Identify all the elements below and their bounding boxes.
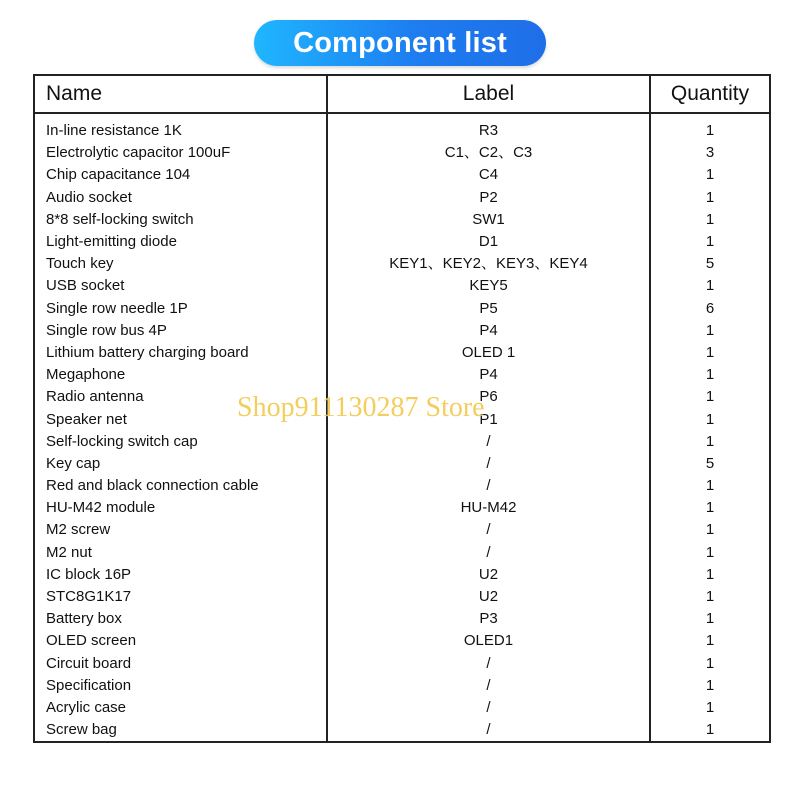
table-row xyxy=(34,475,770,497)
cell-quantity: 1 xyxy=(650,408,770,430)
table-row xyxy=(34,164,770,186)
table-row xyxy=(34,497,770,519)
page-title-banner xyxy=(254,20,546,66)
cell-quantity: 1 xyxy=(650,231,770,253)
table-header-row xyxy=(34,75,770,113)
cell-quantity: 1 xyxy=(650,364,770,386)
cell-quantity: 1 xyxy=(650,697,770,719)
cell-name: Electrolytic capacitor 100uF xyxy=(34,142,327,164)
cell-name: Single row bus 4P xyxy=(34,320,327,342)
cell-quantity: 1 xyxy=(650,653,770,675)
cell-name: Acrylic case xyxy=(34,697,327,719)
cell-quantity: 1 xyxy=(650,320,770,342)
cell-name: Red and black connection cable xyxy=(34,475,327,497)
table-row xyxy=(34,608,770,630)
cell-label: / xyxy=(327,719,650,742)
table-row xyxy=(34,675,770,697)
cell-label: / xyxy=(327,675,650,697)
table-row xyxy=(34,586,770,608)
cell-name: Speaker net xyxy=(34,408,327,430)
cell-name: Lithium battery charging board xyxy=(34,342,327,364)
cell-name: In-line resistance 1K xyxy=(34,113,327,142)
cell-label: / xyxy=(327,697,650,719)
column-header-name: Name xyxy=(34,75,327,113)
cell-quantity: 1 xyxy=(650,342,770,364)
cell-label: / xyxy=(327,453,650,475)
cell-name: Self-locking switch cap xyxy=(34,431,327,453)
table-row xyxy=(34,564,770,586)
cell-name: Light-emitting diode xyxy=(34,231,327,253)
cell-label: P2 xyxy=(327,187,650,209)
table-row xyxy=(34,519,770,541)
cell-quantity: 1 xyxy=(650,497,770,519)
table-row xyxy=(34,320,770,342)
cell-quantity: 1 xyxy=(650,113,770,142)
cell-name: Audio socket xyxy=(34,187,327,209)
cell-quantity: 3 xyxy=(650,142,770,164)
cell-quantity: 1 xyxy=(650,164,770,186)
cell-label: P4 xyxy=(327,364,650,386)
cell-quantity: 1 xyxy=(650,275,770,297)
cell-label: KEY1、KEY2、KEY3、KEY4 xyxy=(327,253,650,275)
page-title: Component list xyxy=(293,26,507,59)
cell-label: / xyxy=(327,542,650,564)
cell-quantity: 1 xyxy=(650,519,770,541)
cell-quantity: 1 xyxy=(650,586,770,608)
cell-label: P1 xyxy=(327,408,650,430)
column-header-label: Label xyxy=(327,75,650,113)
cell-label: / xyxy=(327,475,650,497)
table-body xyxy=(34,113,770,742)
cell-label: OLED 1 xyxy=(327,342,650,364)
cell-name: Screw bag xyxy=(34,719,327,742)
cell-name: IC block 16P xyxy=(34,564,327,586)
cell-quantity: 1 xyxy=(650,630,770,652)
cell-quantity: 5 xyxy=(650,453,770,475)
cell-name: USB socket xyxy=(34,275,327,297)
table-row xyxy=(34,342,770,364)
cell-label: / xyxy=(327,431,650,453)
table-row xyxy=(34,653,770,675)
table-row xyxy=(34,142,770,164)
table-row xyxy=(34,113,770,142)
cell-name: Touch key xyxy=(34,253,327,275)
cell-label: SW1 xyxy=(327,209,650,231)
cell-quantity: 1 xyxy=(650,386,770,408)
table-row xyxy=(34,231,770,253)
cell-name: M2 screw xyxy=(34,519,327,541)
table-row xyxy=(34,187,770,209)
cell-label: / xyxy=(327,519,650,541)
table-row xyxy=(34,542,770,564)
cell-name: Radio antenna xyxy=(34,386,327,408)
store-watermark: Shop911130287 Store xyxy=(237,392,485,423)
table-row xyxy=(34,364,770,386)
table-row xyxy=(34,298,770,320)
cell-label: P4 xyxy=(327,320,650,342)
table-row xyxy=(34,275,770,297)
cell-name: Circuit board xyxy=(34,653,327,675)
table-row xyxy=(34,253,770,275)
table-row xyxy=(34,697,770,719)
cell-quantity: 1 xyxy=(650,209,770,231)
cell-label: P5 xyxy=(327,298,650,320)
cell-label: U2 xyxy=(327,564,650,586)
cell-label: U2 xyxy=(327,586,650,608)
cell-quantity: 1 xyxy=(650,187,770,209)
cell-name: Specification xyxy=(34,675,327,697)
table-row xyxy=(34,719,770,742)
cell-quantity: 1 xyxy=(650,475,770,497)
cell-quantity: 1 xyxy=(650,564,770,586)
cell-label: / xyxy=(327,653,650,675)
cell-name: Megaphone xyxy=(34,364,327,386)
table-row xyxy=(34,408,770,430)
cell-label: D1 xyxy=(327,231,650,253)
cell-name: Chip capacitance 104 xyxy=(34,164,327,186)
cell-quantity: 5 xyxy=(650,253,770,275)
cell-name: HU-M42 module xyxy=(34,497,327,519)
table-row xyxy=(34,630,770,652)
cell-label: C1、C2、C3 xyxy=(327,142,650,164)
cell-quantity: 1 xyxy=(650,608,770,630)
cell-label: OLED1 xyxy=(327,630,650,652)
cell-quantity: 1 xyxy=(650,431,770,453)
cell-label: P3 xyxy=(327,608,650,630)
component-table xyxy=(33,74,771,743)
table-row xyxy=(34,209,770,231)
cell-name: Single row needle 1P xyxy=(34,298,327,320)
table-row xyxy=(34,453,770,475)
column-header-quantity: Quantity xyxy=(650,75,770,113)
cell-name: Battery box xyxy=(34,608,327,630)
cell-name: STC8G1K17 xyxy=(34,586,327,608)
cell-quantity: 1 xyxy=(650,719,770,742)
cell-name: Key cap xyxy=(34,453,327,475)
cell-name: 8*8 self-locking switch xyxy=(34,209,327,231)
table-row xyxy=(34,431,770,453)
cell-quantity: 1 xyxy=(650,675,770,697)
cell-name: M2 nut xyxy=(34,542,327,564)
cell-label: KEY5 xyxy=(327,275,650,297)
cell-label: R3 xyxy=(327,113,650,142)
cell-quantity: 1 xyxy=(650,542,770,564)
cell-label: P6 xyxy=(327,386,650,408)
cell-label: HU-M42 xyxy=(327,497,650,519)
cell-label: C4 xyxy=(327,164,650,186)
cell-name: OLED screen xyxy=(34,630,327,652)
cell-quantity: 6 xyxy=(650,298,770,320)
table-row xyxy=(34,386,770,408)
